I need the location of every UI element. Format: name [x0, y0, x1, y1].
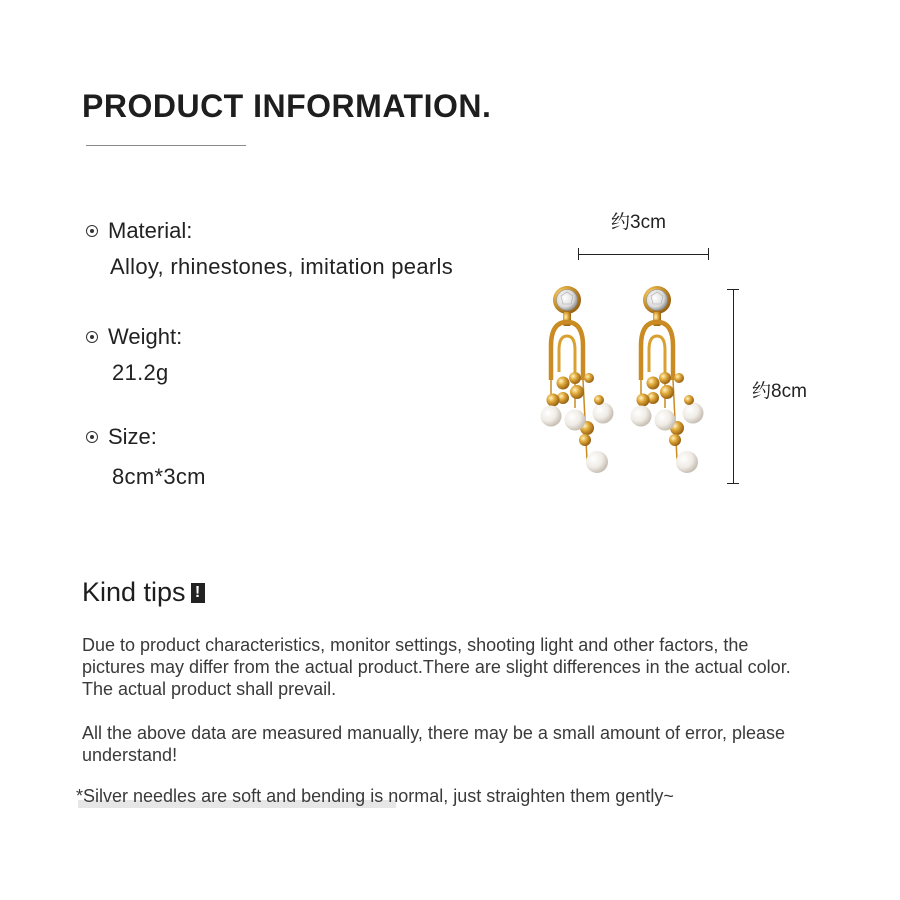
material-label: Material:: [108, 218, 193, 243]
tips-paragraph-2: All the above data are measured manually, there may be a small amount of error, please understand!: [82, 723, 786, 765]
spec-size: [86, 424, 206, 490]
height-dimension-cap-bottom: [727, 483, 739, 484]
tips-paragraph-1: Due to product characteristics, monitor settings, shooting light and other factors, the pictures may differ from the actual product.There are slight differences in the actual color. The actual product shall prevail.: [82, 635, 791, 699]
width-dimension-cap-right: [708, 248, 709, 260]
title-underline: [86, 145, 246, 146]
page-title: PRODUCT INFORMATION.: [82, 88, 492, 124]
width-dimension-line: [578, 254, 708, 255]
warning-icon: !: [191, 583, 205, 603]
bullet-icon: [86, 225, 98, 237]
bullet-icon: [86, 331, 98, 343]
weight-label: Weight:: [108, 324, 183, 349]
kind-tips-heading: [82, 577, 205, 608]
product-image-earrings: [525, 280, 710, 480]
bullet-icon: [86, 431, 98, 443]
height-dimension-line: [733, 289, 734, 483]
spec-material: [86, 218, 453, 280]
size-value: 8cm*3cm: [112, 464, 206, 489]
kind-tips-title: Kind tips: [82, 577, 186, 607]
width-dimension-cap-left: [578, 248, 579, 260]
size-label: Size:: [108, 424, 157, 449]
weight-value: 21.2g: [112, 360, 169, 385]
tips-note: *Silver needles are soft and bending is normal, just straighten them gently~: [76, 786, 674, 806]
height-dimension-cap-top: [727, 289, 739, 290]
spec-weight: [86, 324, 182, 386]
height-dimension-label: 约8cm: [752, 381, 807, 402]
width-dimension-label: 约3cm: [611, 212, 666, 233]
material-value: Alloy, rhinestones, imitation pearls: [110, 254, 453, 279]
